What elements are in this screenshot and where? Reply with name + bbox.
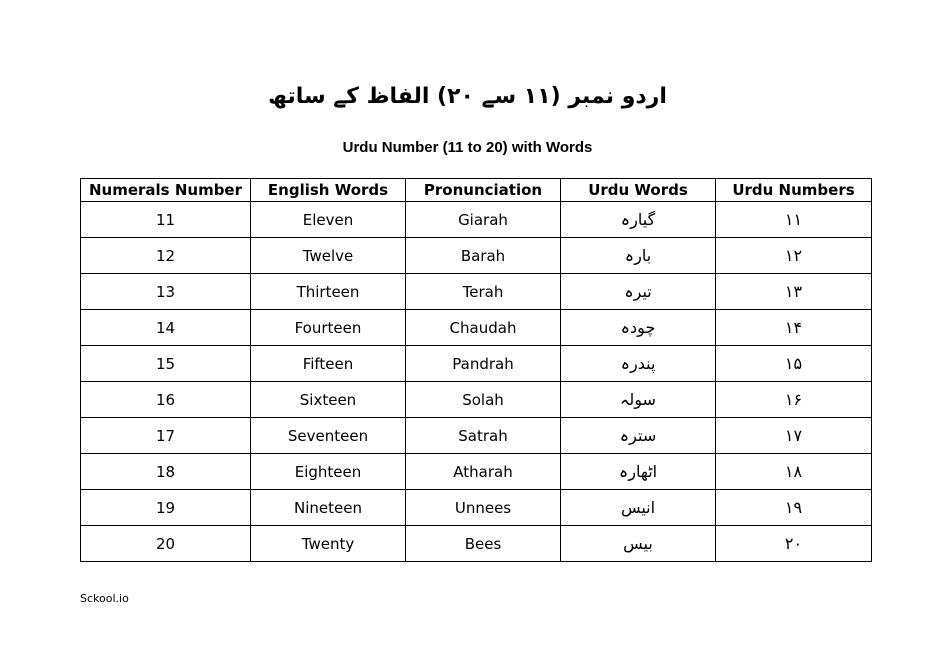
numeral-cell: 19	[81, 490, 251, 526]
table-row	[81, 238, 872, 274]
page-title-urdu: اردو نمبر (۱۱ سے ۲۰) الفاظ کے ساتھ	[268, 84, 667, 109]
pronunciation-cell: Solah	[406, 382, 561, 418]
table-row	[81, 526, 872, 562]
english-word-cell: Sixteen	[251, 382, 406, 418]
urdu-number-cell: ۱۶	[716, 382, 872, 418]
urdu-number-cell: ۲۰	[716, 526, 872, 562]
header-urdu-numbers: Urdu Numbers	[716, 179, 872, 202]
table-row	[81, 382, 872, 418]
numbers-table	[80, 178, 872, 562]
urdu-word-cell: گیارہ	[561, 202, 716, 238]
urdu-number-cell: ۱۳	[716, 274, 872, 310]
table-row	[81, 418, 872, 454]
numeral-cell: 20	[81, 526, 251, 562]
table-row	[81, 274, 872, 310]
urdu-word-cell: پندرہ	[561, 346, 716, 382]
pronunciation-cell: Unnees	[406, 490, 561, 526]
pronunciation-cell: Atharah	[406, 454, 561, 490]
table-row	[81, 454, 872, 490]
urdu-number-cell: ۱۲	[716, 238, 872, 274]
pronunciation-cell: Terah	[406, 274, 561, 310]
english-word-cell: Twelve	[251, 238, 406, 274]
english-word-cell: Fourteen	[251, 310, 406, 346]
numeral-cell: 12	[81, 238, 251, 274]
numeral-cell: 17	[81, 418, 251, 454]
urdu-word-cell: سولہ	[561, 382, 716, 418]
pronunciation-cell: Satrah	[406, 418, 561, 454]
table-header-row	[81, 179, 872, 202]
header-pronunciation: Pronunciation	[406, 179, 561, 202]
numeral-cell: 15	[81, 346, 251, 382]
english-word-cell: Eleven	[251, 202, 406, 238]
table-row	[81, 202, 872, 238]
pronunciation-cell: Chaudah	[406, 310, 561, 346]
pronunciation-cell: Pandrah	[406, 346, 561, 382]
urdu-number-cell: ۱۴	[716, 310, 872, 346]
english-word-cell: Thirteen	[251, 274, 406, 310]
numeral-cell: 11	[81, 202, 251, 238]
urdu-word-cell: اٹھارہ	[561, 454, 716, 490]
numeral-cell: 16	[81, 382, 251, 418]
urdu-number-cell: ۱۹	[716, 490, 872, 526]
english-word-cell: Seventeen	[251, 418, 406, 454]
page-title-english: Urdu Number (11 to 20) with Words	[342, 139, 593, 156]
english-word-cell: Eighteen	[251, 454, 406, 490]
table-row	[81, 490, 872, 526]
header-numerals-number: Numerals Number	[81, 179, 251, 202]
urdu-number-cell: ۱۷	[716, 418, 872, 454]
english-word-cell: Nineteen	[251, 490, 406, 526]
urdu-word-cell: انیس	[561, 490, 716, 526]
pronunciation-cell: Barah	[406, 238, 561, 274]
urdu-word-cell: چودہ	[561, 310, 716, 346]
urdu-word-cell: بیس	[561, 526, 716, 562]
urdu-word-cell: بارہ	[561, 238, 716, 274]
pronunciation-cell: Bees	[406, 526, 561, 562]
header-english-words: English Words	[251, 179, 406, 202]
urdu-word-cell: سترہ	[561, 418, 716, 454]
english-word-cell: Twenty	[251, 526, 406, 562]
header-urdu-words: Urdu Words	[561, 179, 716, 202]
urdu-number-cell: ۱۱	[716, 202, 872, 238]
table-row	[81, 346, 872, 382]
urdu-word-cell: تیرہ	[561, 274, 716, 310]
urdu-number-cell: ۱۸	[716, 454, 872, 490]
footer-site-name: Sckool.io	[80, 592, 129, 605]
numeral-cell: 13	[81, 274, 251, 310]
english-word-cell: Fifteen	[251, 346, 406, 382]
numeral-cell: 14	[81, 310, 251, 346]
pronunciation-cell: Giarah	[406, 202, 561, 238]
urdu-number-cell: ۱۵	[716, 346, 872, 382]
table-row	[81, 310, 872, 346]
numeral-cell: 18	[81, 454, 251, 490]
